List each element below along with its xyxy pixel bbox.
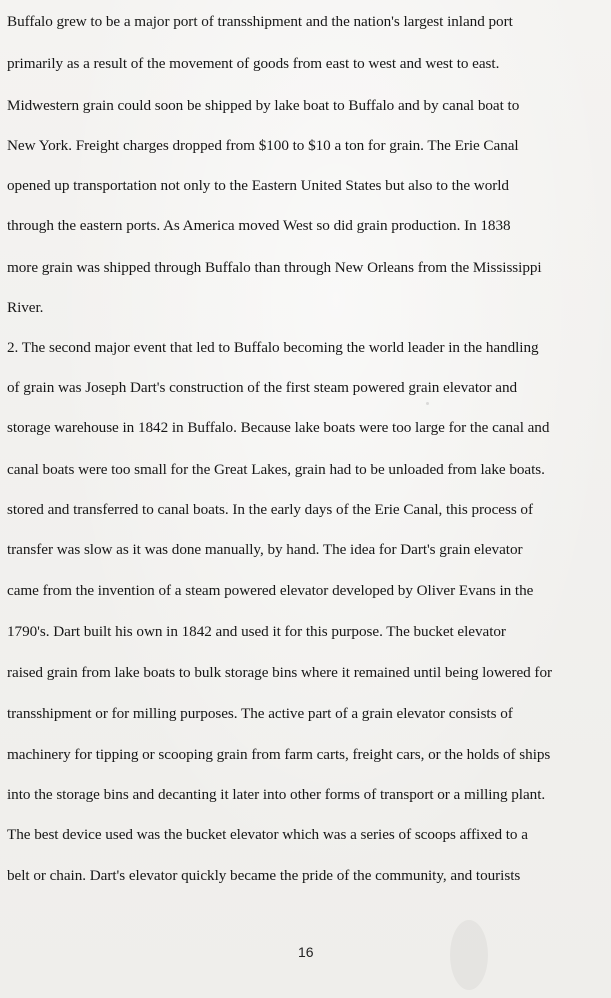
text-line: 1790's. Dart built his own in 1842 and used it for this purpose. The bucket elevator — [7, 623, 506, 640]
text-line: transshipment or for milling purposes. The active part of a grain elevator consists of — [7, 705, 513, 722]
text-line: came from the invention of a steam powered elevator developed by Oliver Evans in the — [7, 582, 534, 599]
text-line: stored and transferred to canal boats. In the early days of the Erie Canal, this process of — [7, 501, 533, 518]
text-line: River. — [7, 299, 44, 316]
text-line: storage warehouse in 1842 in Buffalo. Because lake boats were too large for the canal and — [7, 419, 550, 436]
text-line: 2. The second major event that led to Buffalo becoming the world leader in the handling — [7, 339, 539, 356]
scan-smudge — [450, 920, 488, 990]
text-line: of grain was Joseph Dart's construction of the first steam powered grain elevator and — [7, 379, 518, 396]
text-line: into the storage bins and decanting it later into other forms of transport or a milling plant. — [7, 786, 546, 803]
text-line: The best device used was the bucket elevator which was a series of scoops affixed to a — [7, 826, 528, 843]
text-line: transfer was slow as it was done manually, by hand. The idea for Dart's grain elevator — [7, 541, 523, 558]
text-line: belt or chain. Dart's elevator quickly became the pride of the community, and tourists — [7, 867, 521, 884]
page-number: 16 — [298, 944, 314, 960]
text-line: raised grain from lake boats to bulk storage bins where it remained until being lowered for — [7, 664, 552, 681]
text-line: canal boats were too small for the Great Lakes, grain had to be unloaded from lake boats. — [7, 461, 545, 478]
text-line: Buffalo grew to be a major port of transshipment and the nation's largest inland port — [7, 13, 513, 30]
text-line: through the eastern ports. As America moved West so did grain production. In 1838 — [7, 217, 511, 234]
text-line: New York. Freight charges dropped from $100 to $10 a ton for grain. The Erie Canal — [7, 137, 519, 154]
scan-speck — [426, 402, 429, 405]
text-line: primarily as a result of the movement of goods from east to west and west to east. — [7, 55, 500, 72]
text-line: more grain was shipped through Buffalo than through New Orleans from the Mississippi — [7, 259, 542, 276]
text-line: machinery for tipping or scooping grain from farm carts, freight cars, or the holds of ships — [7, 746, 551, 763]
text-line: opened up transportation not only to the Eastern United States but also to the world — [7, 177, 509, 194]
text-line: Midwestern grain could soon be shipped by lake boat to Buffalo and by canal boat to — [7, 97, 520, 114]
